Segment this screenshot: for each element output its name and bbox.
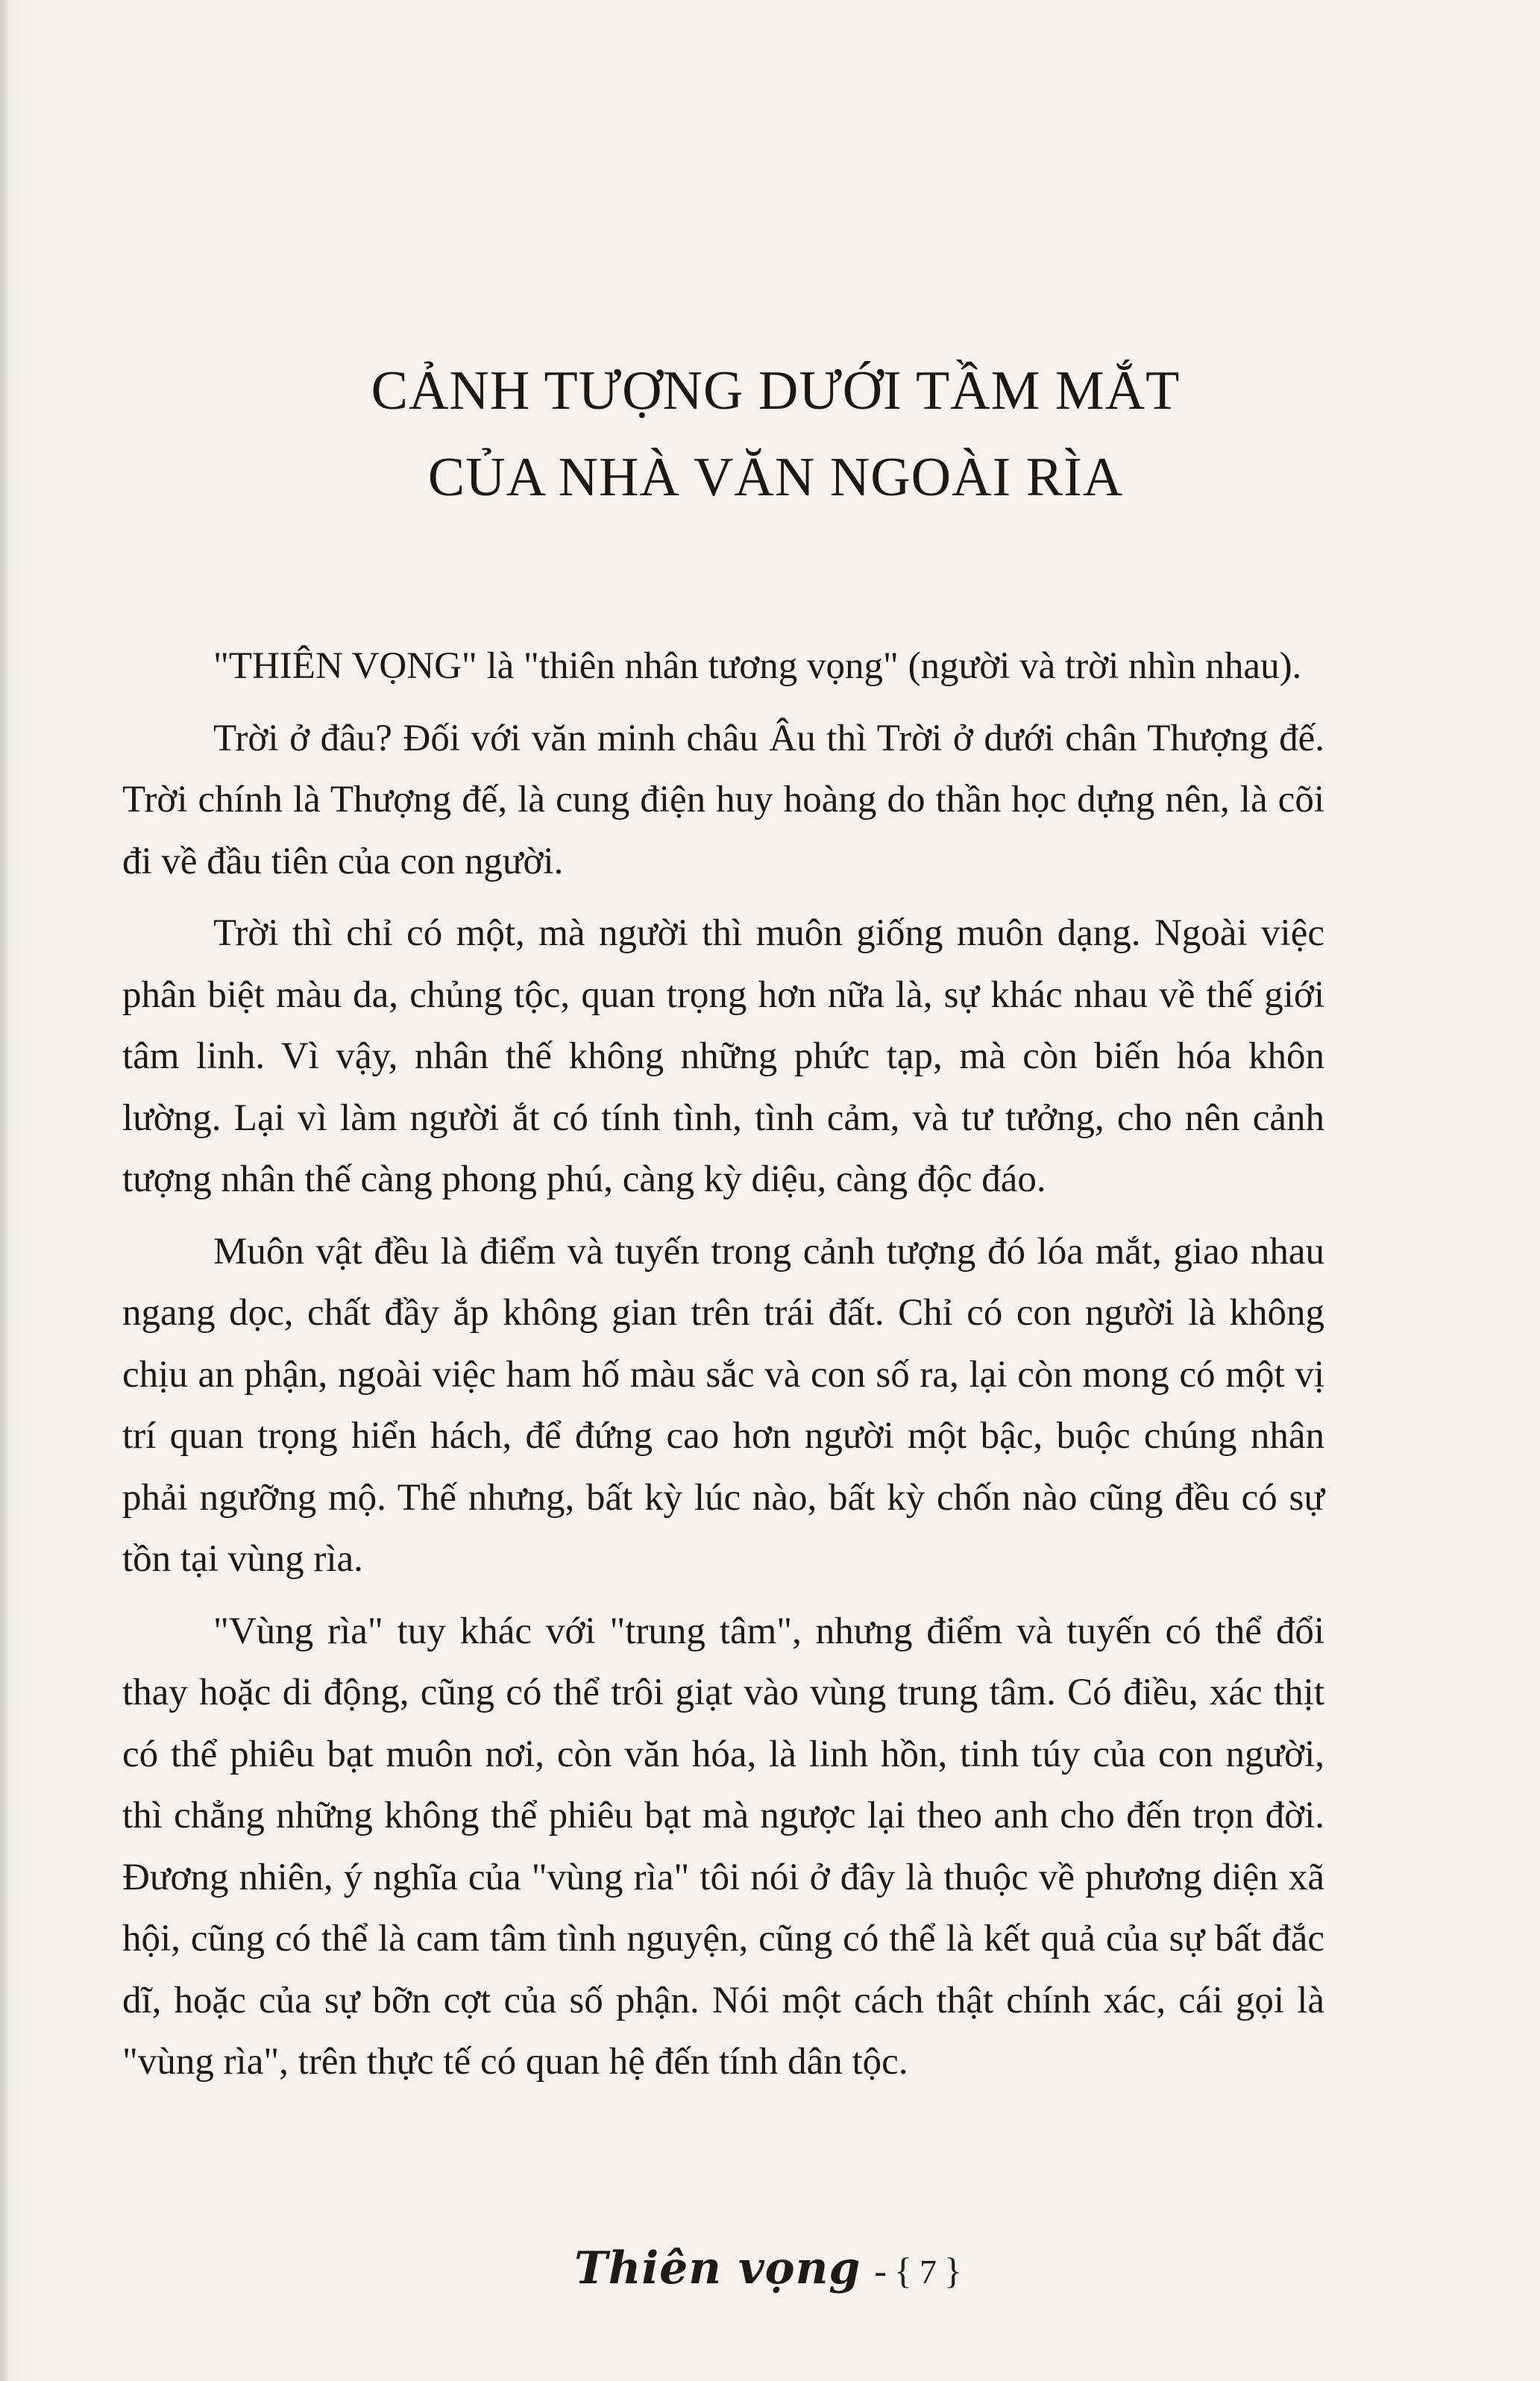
paragraph: Muôn vật đều là điểm và tuyến trong cảnh tượng đó lóa mắt, giao nhau ngang dọc, chất đầy ắp không gian trên trái đất. Chỉ có con người là không chịu an phận, ngoài việc ham hố màu sắc và con số ra, lại còn mong có một vị trí quan trọng hiển hách, để đứng cao hơn người một bậc, buộc chúng nhân phải ngưỡng mộ. Thế nhưng, bất kỳ lúc nào, bất kỳ chốn nào cũng đều có sự tồn tại vùng rìa. [122,1230,1324,1580]
paragraph: Trời ở đâu? Đối với văn minh châu Âu thì Trời ở dưới chân Thượng đế. Trời chính là Thượng đế, là cung điện huy hoàng do thần học dựng nên, là cõi đi về đầu tiên của con người. [122,717,1324,882]
paragraph: "THIÊN VỌNG" là "thiên nhân tương vọng" (người và trời nhìn nhau). [213,645,1302,687]
footer-separator: - [874,2250,887,2291]
paragraph: "Vùng rìa" tuy khác với "trung tâm", nhưng điểm và tuyến có thể đổi thay hoặc di động, cũng có thể trôi giạt vào vùng trung tâm. Có điều, xác thịt có thể phiêu bạt muôn nơi, còn văn hóa, là linh hồn, tinh túy của con người, thì chẳng những không thể phiêu bạt mà ngược lại theo anh cho đến trọn đời. Đương nhiên, ý nghĩa của "vùng rìa" tôi nói ở đây là thuộc về phương diện xã hội, cũng có thể là cam tâm tình nguyện, cũng có thể là kết quả của sự bất đắc dĩ, hoặc của sự bỡn cợt của số phận. Nói một cách thật chính xác, cái gọi là "vùng rìa", trên thực tế có quan hệ đến tính dân tộc. [122,1610,1324,2083]
chapter-title-line-2: CỦA NHÀ VĂN NGOÀI RÌA [427,447,1124,508]
body-text [122,636,1324,2104]
paragraph: Trời thì chỉ có một, mà người thì muôn giống muôn dạng. Ngoài việc phân biệt màu da, chủng tộc, quan trọng hơn nữa là, sự khác nhau về thế giới tâm linh. Vì vậy, nhân thế không những phức tạp, mà còn biến hóa khôn lường. Lại vì làm người ắt có tính tình, tình cảm, và tư tưởng, cho nên cảnh tượng nhân thế càng phong phú, càng kỳ diệu, càng độc đáo. [122,912,1324,1200]
chapter-title [119,349,1432,519]
chapter-title-line-1: CẢNH TƯỢNG DƯỚI TẦM MẮT [371,360,1181,421]
page-number: 7 [919,2253,937,2291]
footer-book-title: Thiên vọng [574,2242,861,2294]
footer-brace-close: } [943,2250,962,2291]
page-footer [507,2242,1029,2294]
footer-brace-open: { [893,2250,912,2291]
page-edge-shadow [0,0,10,2381]
